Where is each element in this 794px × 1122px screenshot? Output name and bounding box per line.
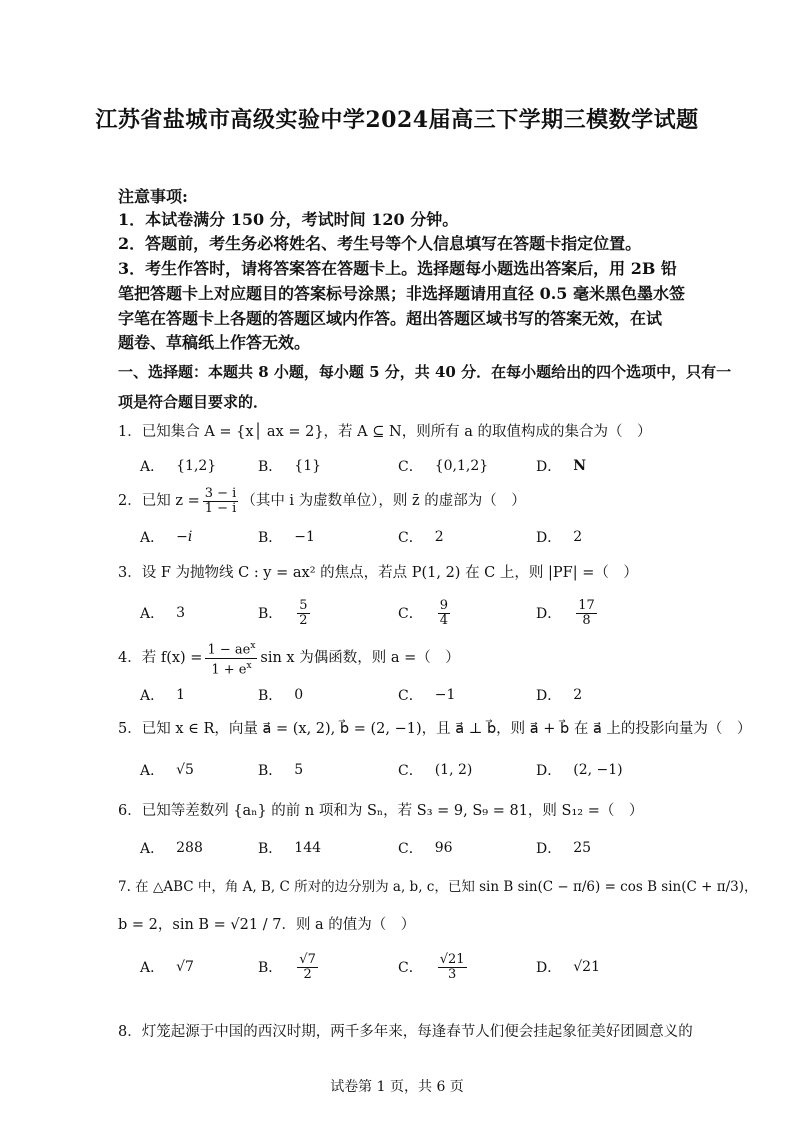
notice-item: 3．考生作答时，请将答案答在答题卡上。选择题每小题选出答案后，用 2B 铅 <box>118 259 677 278</box>
option-b[interactable]: B． 144 <box>258 840 322 857</box>
option-b[interactable]: B． 0 <box>258 687 304 704</box>
option-b[interactable]: B． {1} <box>258 458 322 475</box>
option-c[interactable]: C． {0,1,2} <box>398 458 489 475</box>
option-d[interactable]: D． 2 <box>536 529 583 546</box>
question-2-options <box>140 522 700 556</box>
notice-heading: 注意事项: <box>118 187 188 206</box>
page-title: 江苏省盐城市高级实验中学2024届高三下学期三模数学试题 <box>95 107 699 133</box>
option-c[interactable]: C． (1, 2) <box>398 762 473 779</box>
option-a[interactable]: A． 288 <box>140 840 203 857</box>
section-heading-cont: 项是符合题目要求的． <box>118 393 269 411</box>
notice-item: 字笔在答题卡上各题的答题区域内作答。超出答题区域书写的答案无效，在试 <box>118 309 663 328</box>
option-d[interactable]: D． (2, −1) <box>536 762 623 779</box>
question-8-stem: 8．灯笼起源于中国的西汉时期，两千多年来，每逢春节人们便会挂起象征美好团圆意义的 <box>118 1024 693 1040</box>
option-b[interactable]: B． 5 <box>258 762 304 779</box>
option-b[interactable]: B． $\frac{5}{2}$ <box>258 597 308 628</box>
option-a[interactable]: A． √5 <box>140 762 194 779</box>
option-d[interactable]: D． 25 <box>536 840 592 857</box>
option-d[interactable]: D． $\frac{17}{8}$ <box>536 597 595 628</box>
page-footer: 试卷第 1 页，共 6 页 <box>330 1079 464 1095</box>
option-c[interactable]: C． 96 <box>398 840 453 857</box>
option-c[interactable]: C． 2 <box>398 529 444 546</box>
option-a[interactable]: A． 3 <box>140 605 186 622</box>
option-b[interactable]: B． $\frac{√7}{2}$ <box>258 951 316 982</box>
option-c[interactable]: C． −1 <box>398 687 456 704</box>
question-3-stem: 3．设 F 为抛物线 C : y = ax² 的焦点，若点 P(1, 2) 在 C 上，则 |PF| =（ ） <box>118 565 638 581</box>
option-d[interactable]: D． N <box>536 458 587 475</box>
section-heading: 一、选择题：本题共 8 小题，每小题 5 分，共 40 分．在每小题给出的四个选项中，只有一 <box>118 363 732 381</box>
question-7-options <box>140 952 700 986</box>
notice-item: 1．本试卷满分 150 分，考试时间 120 分钟。 <box>118 210 459 229</box>
question-4-options <box>140 680 700 714</box>
option-a[interactable]: A． −i <box>140 529 193 546</box>
question-7-stem-cont: b = 2，sin B = √21 / 7．则 a 的值为（ ） <box>118 917 416 933</box>
question-6-options <box>140 833 700 867</box>
notice-item: 题卷、草稿纸上作答无效。 <box>118 333 311 352</box>
question-7-stem: 7. 在 △ABC 中，角 A, B, C 所对的边分别为 a, b, c，已知 sin B sin(C − π/6) = cos B sin(C + π/3)， <box>118 879 758 895</box>
question-1-options <box>140 451 700 485</box>
question-6-stem: 6．已知等差数列 {aₙ} 的前 n 项和为 Sₙ，若 S₃ = 9, S₉ = 81，则 S₁₂ =（ ） <box>118 803 644 819</box>
option-d[interactable]: D． √21 <box>536 959 600 976</box>
question-5-stem: 5．已知 x ∈ R，向量 a⃗ = (x, 2), b⃗ = (2, −1)，且 a⃗ ⊥ b⃗，则 a⃗ + b⃗ 在 a⃗ 上的投影向量为（ ） <box>118 721 752 737</box>
question-4-stem: 4．若 f(x) = $\frac{1 - ae^x}{1 + e^x}$ sin x 为偶函数，则 a =（ ） <box>118 641 460 677</box>
question-1-stem: 1．已知集合 A = {x│ ax = 2}，若 A ⊆ N，则所有 a 的取值构成的集合为（ ） <box>118 424 652 440</box>
question-3-options <box>140 598 700 632</box>
question-5-options <box>140 755 700 789</box>
option-a[interactable]: A． {1,2} <box>140 458 217 475</box>
option-c[interactable]: C． $\frac{√21}{3}$ <box>398 951 465 982</box>
option-c[interactable]: C． $\frac{9}{4}$ <box>398 597 448 628</box>
question-2-stem: 2．已知 z = $\frac{3 - i}{1 - i}$ （其中 i 为虚数单位），则 z̄ 的虚部为（ ） <box>118 485 526 516</box>
notice-item: 2．答题前，考生务必将姓名、考生号等个人信息填写在答题卡指定位置。 <box>118 234 642 253</box>
notice-item: 笔把答题卡上对应题目的答案标号涂黑；非选择题请用直径 0.5 毫米黑色墨水签 <box>118 284 685 303</box>
option-a[interactable]: A． 1 <box>140 687 186 704</box>
option-b[interactable]: B． −1 <box>258 529 315 546</box>
option-a[interactable]: A． √7 <box>140 959 194 976</box>
option-d[interactable]: D． 2 <box>536 687 583 704</box>
